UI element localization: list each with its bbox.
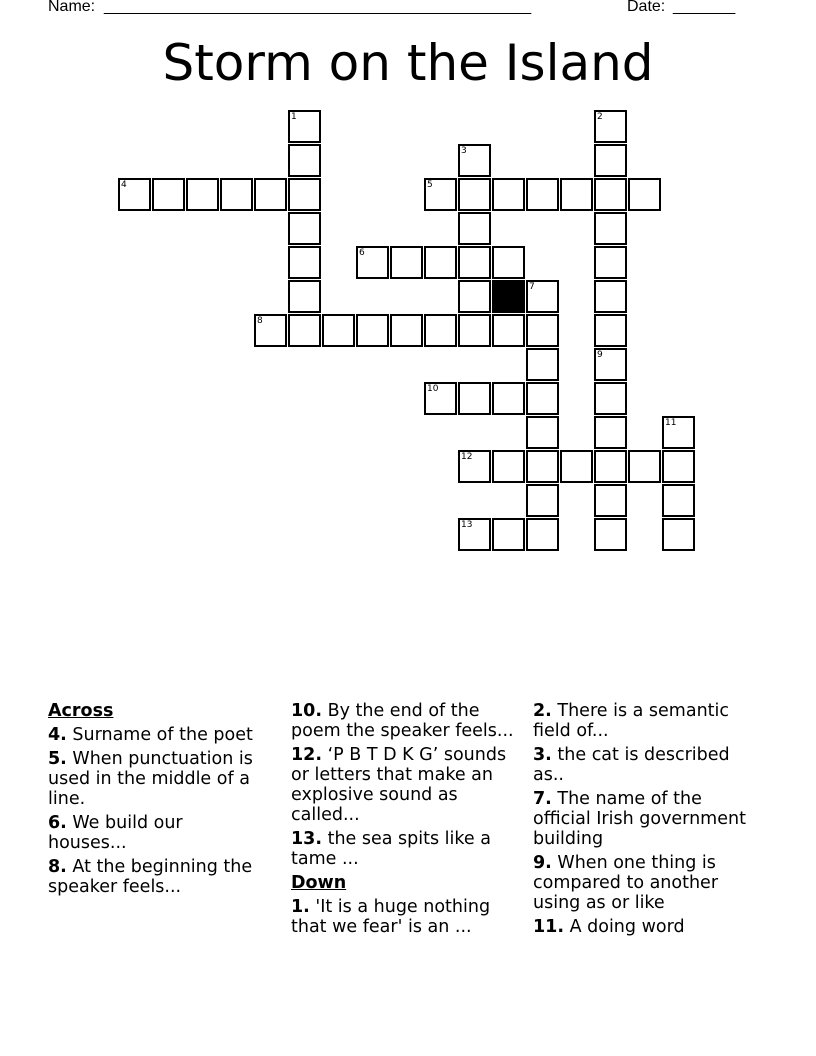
crossword-cell[interactable] [220,178,253,211]
clue-across-8: 8. At the beginning the speaker feels... [48,857,253,897]
crossword-cell[interactable] [288,144,321,177]
crossword-cell[interactable] [594,518,627,551]
crossword-cell[interactable] [424,246,457,279]
crossword-cell[interactable] [322,314,355,347]
crossword-cell[interactable] [526,348,559,381]
crossword-cell[interactable] [628,450,661,483]
crossword-cell[interactable] [526,314,559,347]
crossword-cell[interactable] [458,212,491,245]
crossword-black-cell [492,280,525,313]
clue-across-5: 5. When punctuation is used in the middle of a line. [48,749,253,809]
crossword-cell[interactable] [560,178,593,211]
crossword-cell[interactable] [594,144,627,177]
crossword-cell[interactable] [526,450,559,483]
name-line[interactable]: ________________________________________________ [104,0,532,15]
crossword-cell[interactable] [526,518,559,551]
crossword-cell[interactable] [390,246,423,279]
crossword-cell[interactable] [560,450,593,483]
crossword-cell[interactable] [526,382,559,415]
crossword-cell[interactable] [458,246,491,279]
clue-number-2: 2 [597,112,603,122]
clue-down-3: 3. the cat is described as.. [533,745,730,785]
crossword-cell[interactable] [356,314,389,347]
name-label: Name: [48,0,96,15]
clue-number-8: 8 [257,316,263,326]
crossword-cell[interactable] [594,416,627,449]
crossword-cell[interactable] [152,178,185,211]
crossword-cell[interactable] [594,212,627,245]
clue-down-11: 11. A doing word [533,917,685,937]
crossword-cell[interactable] [254,178,287,211]
clue-number-9: 9 [597,350,603,360]
clue-down-1: 1. 'It is a huge nothing that we fear' is an ... [291,897,491,937]
crossword-cell[interactable] [458,382,491,415]
clue-number-10: 10 [427,384,439,394]
crossword-cell[interactable] [662,518,695,551]
crossword-cell[interactable] [594,314,627,347]
crossword-cell[interactable] [526,416,559,449]
date-line[interactable]: _______ [673,0,736,15]
clue-down-7: 7. The name of the official Irish government building [533,789,746,849]
clue-number-6: 6 [359,248,365,258]
crossword-cell[interactable] [526,484,559,517]
clue-number-13: 13 [461,520,473,530]
clue-across-12: 12. ‘P B T D K G’ sounds or letters that make an explosive sound as called... [291,745,507,825]
crossword-cell[interactable] [424,314,457,347]
crossword-cell[interactable] [390,314,423,347]
clues-column-2 [291,701,516,941]
crossword-cell[interactable] [662,450,695,483]
page-title: Storm on the Island [162,34,654,92]
clue-number-7: 7 [529,282,535,292]
clue-number-11: 11 [665,418,677,428]
clue-number-4: 4 [121,180,127,190]
crossword-cell[interactable] [288,212,321,245]
crossword-cell[interactable] [492,382,525,415]
crossword-cell[interactable] [662,484,695,517]
across-heading: Across [48,701,114,721]
crossword-cell[interactable] [288,280,321,313]
clue-number-1: 1 [291,112,297,122]
clue-down-9: 9. When one thing is compared to another using as or like [533,853,719,913]
crossword-cell[interactable] [458,178,491,211]
crossword-cell[interactable] [594,178,627,211]
clues-column-3 [533,701,761,941]
crossword-cell[interactable] [458,314,491,347]
down-heading: Down [291,873,347,893]
crossword-cell[interactable] [628,178,661,211]
crossword-cell[interactable] [492,450,525,483]
crossword-cell[interactable] [458,280,491,313]
crossword-cell[interactable] [288,246,321,279]
crossword-cell[interactable] [594,280,627,313]
clues-column-1 [48,701,263,901]
date-label: Date: [627,0,666,15]
clue-number-5: 5 [427,180,433,190]
crossword-cell[interactable] [492,314,525,347]
crossword-cell[interactable] [594,246,627,279]
crossword-cell[interactable] [594,484,627,517]
crossword-cell[interactable] [186,178,219,211]
clue-down-2: 2. There is a semantic field of... [533,701,730,741]
crossword-cell[interactable] [526,178,559,211]
clue-across-4: 4. Surname of the poet [48,725,253,745]
clue-across-13: 13. the sea spits like a tame ... [291,829,491,869]
crossword-cell[interactable] [492,178,525,211]
crossword-cell[interactable] [492,246,525,279]
crossword-cell[interactable] [594,382,627,415]
clue-across-6: 6. We build our houses... [48,813,183,853]
crossword-cell[interactable] [492,518,525,551]
crossword-cell[interactable] [288,314,321,347]
clue-number-3: 3 [461,146,467,156]
clue-across-10: 10. By the end of the poem the speaker feels... [291,701,514,741]
crossword-cell[interactable] [594,450,627,483]
crossword-cell[interactable] [288,178,321,211]
clue-number-12: 12 [461,452,473,462]
